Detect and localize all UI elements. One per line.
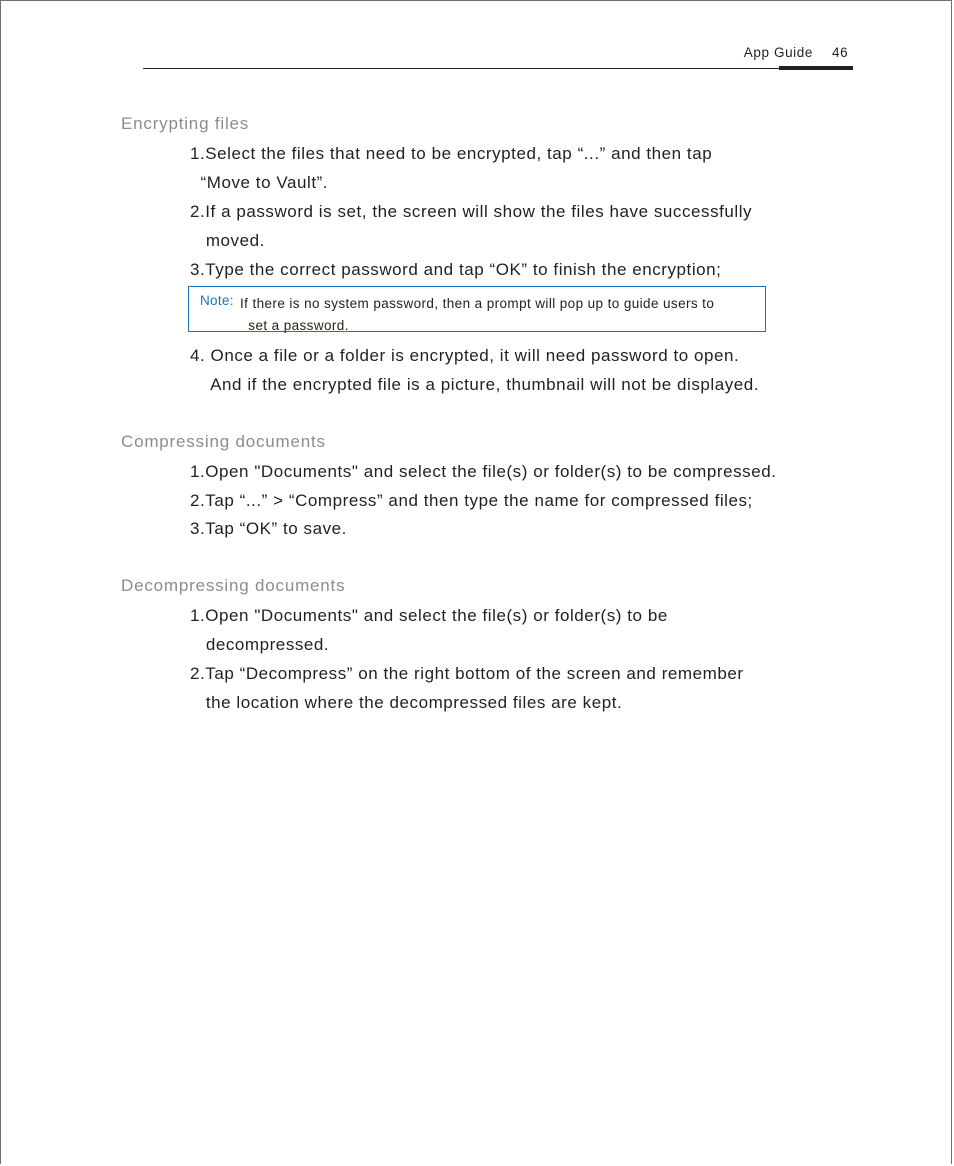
decompress-step-2: 2.Tap “Decompress” on the right bottom of the screen and remember the location where the decompressed files are kept. (190, 664, 744, 712)
encrypt-step-3: 3.Type the correct password and tap “OK” to finish the encryption; (190, 260, 722, 279)
section-heading-decompressing: Decompressing documents (121, 576, 346, 595)
note-label: Note: (200, 293, 234, 308)
header-rule (143, 68, 853, 69)
encrypt-step-1: 1.Select the files that need to be encrypted, tap “...” and then tap “Move to Vault”. (190, 144, 713, 192)
header-title: App Guide (743, 45, 813, 60)
encrypt-step-4: 4. Once a file or a folder is encrypted, it will need password to open. And if the encrypted file is a picture, thumbnail will not be displayed. (190, 346, 760, 394)
compress-step-1: 1.Open "Documents" and select the file(s) or folder(s) to be compressed. (190, 462, 777, 481)
note-box (188, 286, 766, 332)
note-text: If there is no system password, then a prompt will pop up to guide users to set a password. (240, 296, 715, 333)
decompress-step-1: 1.Open "Documents" and select the file(s) or folder(s) to be decompressed. (190, 606, 668, 654)
page-number: 46 (832, 45, 849, 60)
compress-step-3: 3.Tap “OK” to save. (190, 519, 347, 538)
compress-step-2: 2.Tap “...” > “Compress” and then type the name for compressed files; (190, 491, 753, 510)
section-heading-compressing: Compressing documents (121, 432, 326, 451)
header-tab-bar (779, 66, 853, 70)
running-header (0, 0, 954, 80)
section-heading-encrypting: Encrypting files (121, 114, 250, 133)
encrypt-step-2: 2.If a password is set, the screen will show the files have successfully moved. (190, 202, 753, 250)
